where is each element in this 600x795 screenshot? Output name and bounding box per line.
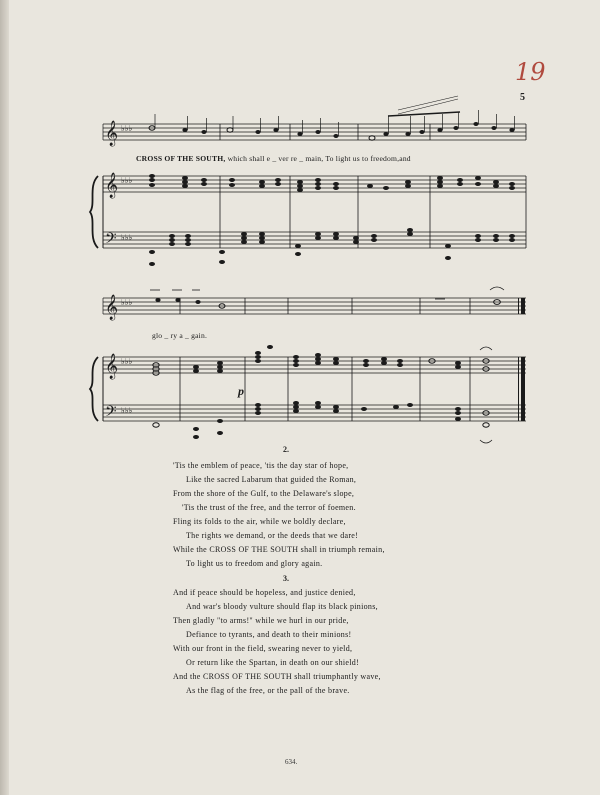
flat-icon: ♭♭♭ bbox=[121, 233, 133, 242]
treble-clef-icon: 𝄞 bbox=[105, 121, 119, 146]
verse-line: The rights we demand, or the deeds that we dare! bbox=[186, 531, 359, 540]
verse-line: And war's bloody vulture should flap its black pinions, bbox=[186, 602, 378, 611]
final-barline bbox=[518, 298, 525, 421]
flat-icon: ♭♭♭ bbox=[121, 357, 133, 366]
verse-line: With our front in the field, swearing never to yield, bbox=[173, 644, 353, 653]
bass-clef-icon: 𝄢 bbox=[105, 230, 117, 251]
piano-bass-staff-2 bbox=[103, 405, 526, 421]
verse-line: Then gladly "to arms!" while we hurl in our pride, bbox=[173, 616, 349, 625]
verse-line: Fling its folds to the air, while we boldly declare, bbox=[173, 517, 346, 526]
verse-line: Defiance to tyrants, and death to their minions! bbox=[186, 630, 352, 639]
verse-line: Or return like the Spartan, in death on our shield! bbox=[186, 658, 360, 667]
vocal-stems-1 bbox=[155, 96, 515, 136]
fermata-icon bbox=[480, 347, 492, 350]
vocal-staff-2 bbox=[103, 298, 526, 314]
bass-clef-icon: 𝄢 bbox=[105, 403, 117, 424]
treble-clef-icon: 𝄞 bbox=[105, 354, 119, 379]
flat-icon: ♭♭♭ bbox=[121, 176, 133, 185]
brace-1 bbox=[90, 176, 98, 248]
handwritten-page-number: 19 bbox=[515, 58, 546, 86]
piano-chords-treble-1 bbox=[149, 174, 515, 192]
verse-number: 3. bbox=[283, 574, 289, 583]
fermata-icon bbox=[480, 440, 492, 443]
piano-chords-bass-2 bbox=[153, 401, 489, 439]
verse-line: And the CROSS OF THE SOUTH shall triumphantly wave, bbox=[173, 672, 381, 681]
lyric-title-words: CROSS OF THE SOUTH, bbox=[136, 154, 226, 163]
verse-number: 2. bbox=[283, 445, 289, 454]
verse-line: As the flag of the free, or the pall of the brave. bbox=[186, 686, 350, 695]
piano-treble-staff-2 bbox=[103, 357, 526, 373]
verse-line: 'Tis the emblem of peace, 'tis the day star of hope, bbox=[173, 461, 349, 470]
vocal-notes-2 bbox=[155, 298, 500, 308]
lyric-words: To light us to freedom,and bbox=[323, 154, 411, 163]
piano-bass-staff-1 bbox=[103, 232, 526, 248]
verse-line: From the shore of the Gulf, to the Delaware's slope, bbox=[173, 489, 355, 498]
verse-line: 'Tis the trust of the free, and the terror of foemen. bbox=[182, 503, 356, 512]
vocal-staff-1 bbox=[103, 124, 526, 140]
flat-icon: ♭♭♭ bbox=[121, 406, 133, 415]
flat-icon: ♭♭♭ bbox=[121, 124, 133, 133]
lyrics-system-2: glo _ ry a _ gain. bbox=[152, 331, 208, 340]
piano-chords-treble-2 bbox=[153, 345, 489, 375]
verse-line: Like the sacred Labarum that guided the Roman, bbox=[186, 475, 357, 484]
treble-clef-icon: 𝄞 bbox=[105, 295, 119, 320]
plate-number: 634. bbox=[285, 758, 298, 766]
dynamic-marking: p bbox=[238, 384, 245, 398]
lyrics-system-1 bbox=[136, 154, 411, 163]
lyric-words: which shall e _ ver re _ main, bbox=[225, 154, 324, 163]
flat-icon: ♭♭♭ bbox=[121, 298, 133, 307]
brace-2 bbox=[90, 357, 98, 421]
piano-chords-bass-1 bbox=[149, 228, 515, 266]
verse-line: To light us to freedom and glory again. bbox=[186, 559, 323, 568]
page-number: 5 bbox=[520, 92, 525, 103]
vocal-notes-1 bbox=[149, 122, 515, 140]
verse-line: While the CROSS OF THE SOUTH shall in triumph remain, bbox=[173, 545, 385, 554]
verse-line: And if peace should be hopeless, and justice denied, bbox=[173, 588, 356, 597]
treble-clef-icon: 𝄞 bbox=[105, 173, 119, 198]
fermata-icon bbox=[490, 287, 504, 290]
